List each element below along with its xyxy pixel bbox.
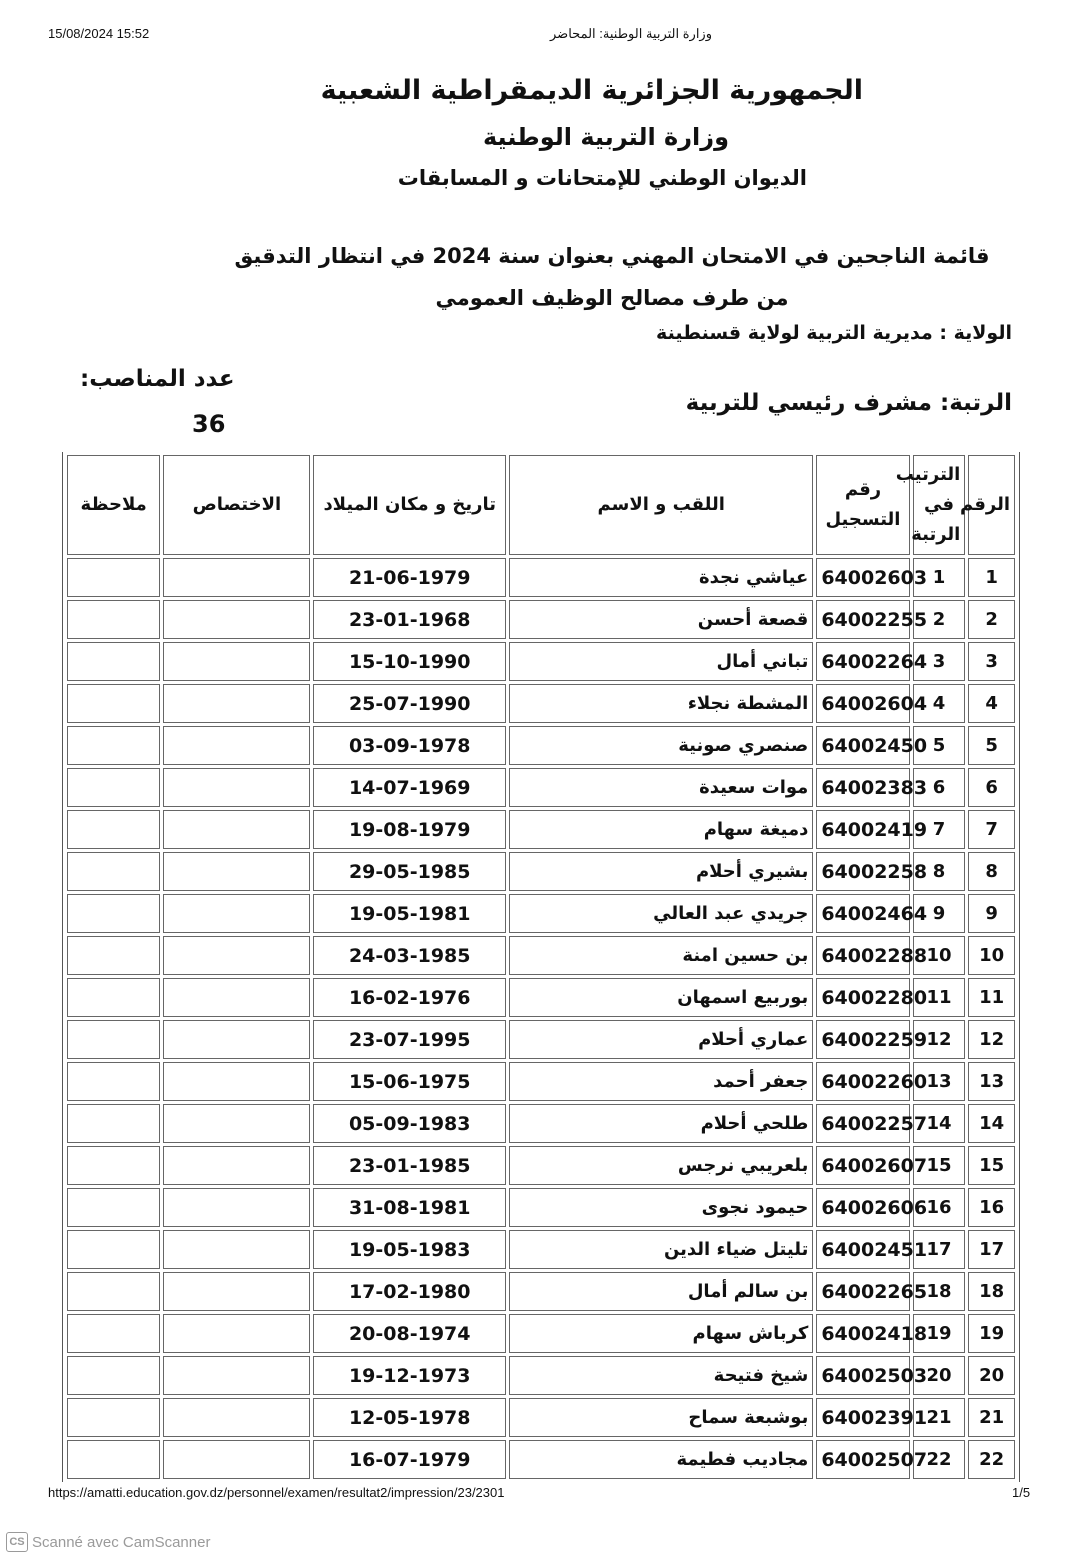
- cell-name: جريدي عبد العالي: [509, 894, 813, 933]
- header-spec: الاختصاص: [163, 455, 310, 555]
- cell-name: موات سعيدة: [509, 768, 813, 807]
- cell-dob: 23-07-1995: [313, 1020, 506, 1059]
- cell-spec: [163, 642, 310, 681]
- cell-rank: 10: [913, 936, 966, 975]
- cell-name: بوربيع اسمهان: [509, 978, 813, 1017]
- cell-note: [67, 1314, 160, 1353]
- cell-name: قصعة أحسن: [509, 600, 813, 639]
- cell-reg: 64002606: [816, 1188, 909, 1227]
- cell-spec: [163, 852, 310, 891]
- cell-note: [67, 1188, 160, 1227]
- cell-dob: 14-07-1969: [313, 768, 506, 807]
- cell-note: [67, 1020, 160, 1059]
- cell-note: [67, 684, 160, 723]
- cell-reg: 64002391: [816, 1398, 909, 1437]
- cell-rank: 2: [913, 600, 966, 639]
- header-num: الرقم: [968, 455, 1015, 555]
- cell-spec: [163, 1356, 310, 1395]
- cell-dob: 23-01-1985: [313, 1146, 506, 1185]
- header-reg: رقم التسجيل: [816, 455, 909, 555]
- cell-spec: [163, 726, 310, 765]
- cell-reg: 64002258: [816, 852, 909, 891]
- cell-num: 10: [968, 936, 1015, 975]
- cell-note: [67, 936, 160, 975]
- cell-num: 18: [968, 1272, 1015, 1311]
- header-name: اللقب و الاسم: [509, 455, 813, 555]
- cell-dob: 12-05-1978: [313, 1398, 506, 1437]
- cell-rank: 17: [913, 1230, 966, 1269]
- republic-heading: الجمهورية الجزائرية الديمقراطية الشعبية: [320, 75, 863, 106]
- table-row: [67, 768, 1015, 807]
- grade-line: الرتبة: مشرف رئيسي للتربية: [685, 390, 1012, 416]
- cell-num: 1: [968, 558, 1015, 597]
- office-heading: الديوان الوطني للإمتحانات و المسابقات: [397, 166, 807, 190]
- cell-num: 15: [968, 1146, 1015, 1185]
- table-header-row: [67, 455, 1015, 555]
- cell-note: [67, 852, 160, 891]
- cell-rank: 8: [913, 852, 966, 891]
- cell-note: [67, 810, 160, 849]
- cell-num: 12: [968, 1020, 1015, 1059]
- cell-rank: 14: [913, 1104, 966, 1143]
- cell-rank: 5: [913, 726, 966, 765]
- cell-name: بن سالم أمال: [509, 1272, 813, 1311]
- cell-dob: 05-09-1983: [313, 1104, 506, 1143]
- cell-name: عماري أحلام: [509, 1020, 813, 1059]
- cell-rank: 20: [913, 1356, 966, 1395]
- cell-name: عياشي نجدة: [509, 558, 813, 597]
- cell-name: حيمود نجوى: [509, 1188, 813, 1227]
- table-row: [67, 936, 1015, 975]
- cell-note: [67, 894, 160, 933]
- table-row: [67, 1398, 1015, 1437]
- cell-reg: 64002603: [816, 558, 909, 597]
- table-row: [67, 1020, 1015, 1059]
- cell-num: 5: [968, 726, 1015, 765]
- table-row: [67, 642, 1015, 681]
- table-row: [67, 684, 1015, 723]
- cell-rank: 22: [913, 1440, 966, 1479]
- cell-reg: 64002255: [816, 600, 909, 639]
- footer-url: https://amatti.education.gov.dz/personnel/examen/resultat2/impression/23/2301: [48, 1485, 505, 1500]
- cell-reg: 64002503: [816, 1356, 909, 1395]
- cell-spec: [163, 1062, 310, 1101]
- cell-reg: 64002280: [816, 978, 909, 1017]
- cell-note: [67, 1230, 160, 1269]
- print-page-title: وزارة التربية الوطنية: المحاضر: [550, 26, 712, 41]
- cell-num: 3: [968, 642, 1015, 681]
- cell-name: تباني أمال: [509, 642, 813, 681]
- cell-reg: 64002257: [816, 1104, 909, 1143]
- cell-reg: 64002383: [816, 768, 909, 807]
- cell-num: 16: [968, 1188, 1015, 1227]
- header-note: ملاحظة: [67, 455, 160, 555]
- cell-name: مجاديب فطيمة: [509, 1440, 813, 1479]
- cell-spec: [163, 1020, 310, 1059]
- cell-reg: 64002418: [816, 1314, 909, 1353]
- print-datetime: 15/08/2024 15:52: [48, 26, 150, 41]
- posts-count-label: عدد المناصب:: [80, 366, 235, 392]
- cell-rank: 7: [913, 810, 966, 849]
- cell-spec: [163, 684, 310, 723]
- cell-spec: [163, 978, 310, 1017]
- cell-dob: 16-02-1976: [313, 978, 506, 1017]
- cell-spec: [163, 1314, 310, 1353]
- cell-name: بشيري أحلام: [509, 852, 813, 891]
- cell-dob: 17-02-1980: [313, 1272, 506, 1311]
- cell-num: 9: [968, 894, 1015, 933]
- cell-rank: 12: [913, 1020, 966, 1059]
- header-dob: تاريخ و مكان الميلاد: [313, 455, 506, 555]
- cell-rank: 16: [913, 1188, 966, 1227]
- cell-note: [67, 1440, 160, 1479]
- footer-page-number: 1/5: [1012, 1485, 1031, 1500]
- camscanner-logo-icon: CS: [6, 1532, 28, 1552]
- cell-reg: 64002451: [816, 1230, 909, 1269]
- table-row: [67, 1314, 1015, 1353]
- cell-spec: [163, 1272, 310, 1311]
- table-row: [67, 1146, 1015, 1185]
- cell-note: [67, 1272, 160, 1311]
- cell-rank: 19: [913, 1314, 966, 1353]
- cell-num: 4: [968, 684, 1015, 723]
- cell-spec: [163, 810, 310, 849]
- cell-dob: 31-08-1981: [313, 1188, 506, 1227]
- results-table: [64, 452, 1018, 1482]
- cell-note: [67, 642, 160, 681]
- table-row: [67, 978, 1015, 1017]
- cell-name: جعفر أحمد: [509, 1062, 813, 1101]
- cell-note: [67, 726, 160, 765]
- table-row: [67, 852, 1015, 891]
- cell-dob: 29-05-1985: [313, 852, 506, 891]
- cell-rank: 9: [913, 894, 966, 933]
- wilaya-line: الولاية : مديرية التربية لولاية قسنطينة: [656, 322, 1012, 344]
- cell-name: المشطة نجلاء: [509, 684, 813, 723]
- cell-num: 11: [968, 978, 1015, 1017]
- cell-spec: [163, 894, 310, 933]
- cell-name: طلحي أحلام: [509, 1104, 813, 1143]
- ministry-heading: وزارة التربية الوطنية: [482, 123, 729, 151]
- cell-spec: [163, 768, 310, 807]
- cell-reg: 64002265: [816, 1272, 909, 1311]
- cell-rank: 6: [913, 768, 966, 807]
- camscanner-text: Scanné avec CamScanner: [32, 1533, 211, 1551]
- cell-rank: 13: [913, 1062, 966, 1101]
- cell-dob: 25-07-1990: [313, 684, 506, 723]
- cell-name: شيخ فتيحة: [509, 1356, 813, 1395]
- cell-spec: [163, 600, 310, 639]
- table-row: [67, 894, 1015, 933]
- cell-rank: 3: [913, 642, 966, 681]
- cell-dob: 03-09-1978: [313, 726, 506, 765]
- cell-dob: 19-05-1981: [313, 894, 506, 933]
- cell-dob: 19-12-1973: [313, 1356, 506, 1395]
- cell-num: 8: [968, 852, 1015, 891]
- table-row: [67, 810, 1015, 849]
- cell-rank: 18: [913, 1272, 966, 1311]
- cell-num: 14: [968, 1104, 1015, 1143]
- table-row: [67, 1104, 1015, 1143]
- cell-reg: 64002259: [816, 1020, 909, 1059]
- cell-num: 20: [968, 1356, 1015, 1395]
- cell-reg: 64002604: [816, 684, 909, 723]
- cell-name: صنصري صونية: [509, 726, 813, 765]
- cell-dob: 19-05-1983: [313, 1230, 506, 1269]
- posts-count-value: 36: [192, 410, 226, 438]
- cell-dob: 19-08-1979: [313, 810, 506, 849]
- cell-name: بوشبعة سماح: [509, 1398, 813, 1437]
- cell-dob: 20-08-1974: [313, 1314, 506, 1353]
- cell-note: [67, 1146, 160, 1185]
- table-row: [67, 726, 1015, 765]
- cell-reg: 64002607: [816, 1146, 909, 1185]
- cell-dob: 15-10-1990: [313, 642, 506, 681]
- cell-name: كرباش سهام: [509, 1314, 813, 1353]
- cell-note: [67, 1398, 160, 1437]
- cell-rank: 11: [913, 978, 966, 1017]
- results-table-frame: [62, 452, 1020, 1482]
- cell-rank: 4: [913, 684, 966, 723]
- header-rank: الترتيب في الرتبة: [913, 455, 966, 555]
- cell-num: 2: [968, 600, 1015, 639]
- cell-spec: [163, 1104, 310, 1143]
- table-row: [67, 1062, 1015, 1101]
- table-row: [67, 1440, 1015, 1479]
- cell-spec: [163, 558, 310, 597]
- cell-name: تليتل ضياء الدين: [509, 1230, 813, 1269]
- cell-note: [67, 1104, 160, 1143]
- cell-spec: [163, 936, 310, 975]
- cell-note: [67, 1062, 160, 1101]
- cell-rank: 21: [913, 1398, 966, 1437]
- table-row: [67, 1188, 1015, 1227]
- cell-reg: 64002464: [816, 894, 909, 933]
- cell-note: [67, 600, 160, 639]
- cell-num: 22: [968, 1440, 1015, 1479]
- camscanner-watermark: [6, 1532, 210, 1552]
- cell-num: 7: [968, 810, 1015, 849]
- cell-reg: 64002260: [816, 1062, 909, 1101]
- cell-spec: [163, 1188, 310, 1227]
- cell-name: بن حسين امنة: [509, 936, 813, 975]
- cell-num: 17: [968, 1230, 1015, 1269]
- cell-num: 13: [968, 1062, 1015, 1101]
- cell-num: 6: [968, 768, 1015, 807]
- table-row: [67, 1272, 1015, 1311]
- table-body: [67, 558, 1015, 1479]
- cell-reg: 64002264: [816, 642, 909, 681]
- cell-note: [67, 978, 160, 1017]
- cell-spec: [163, 1230, 310, 1269]
- cell-spec: [163, 1440, 310, 1479]
- table-row: [67, 558, 1015, 597]
- table-row: [67, 600, 1015, 639]
- cell-reg: 64002450: [816, 726, 909, 765]
- cell-dob: 21-06-1979: [313, 558, 506, 597]
- cell-dob: 15-06-1975: [313, 1062, 506, 1101]
- cell-reg: 64002288: [816, 936, 909, 975]
- table-row: [67, 1230, 1015, 1269]
- cell-dob: 23-01-1968: [313, 600, 506, 639]
- cell-rank: 15: [913, 1146, 966, 1185]
- cell-dob: 16-07-1979: [313, 1440, 506, 1479]
- cell-dob: 24-03-1985: [313, 936, 506, 975]
- cell-spec: [163, 1146, 310, 1185]
- cell-num: 19: [968, 1314, 1015, 1353]
- cell-num: 21: [968, 1398, 1015, 1437]
- cell-reg: 64002507: [816, 1440, 909, 1479]
- cell-note: [67, 1356, 160, 1395]
- cell-spec: [163, 1398, 310, 1437]
- cell-note: [67, 558, 160, 597]
- cell-note: [67, 768, 160, 807]
- cell-name: دميغة سهام: [509, 810, 813, 849]
- cell-rank: 1: [913, 558, 966, 597]
- table-row: [67, 1356, 1015, 1395]
- list-title: قائمة الناجحين في الامتحان المهني بعنوان سنة 2024 في انتظار التدقيق من طرف مصالح الوظيف العمومي: [234, 244, 990, 310]
- cell-name: بلعريبي نرجس: [509, 1146, 813, 1185]
- cell-reg: 64002419: [816, 810, 909, 849]
